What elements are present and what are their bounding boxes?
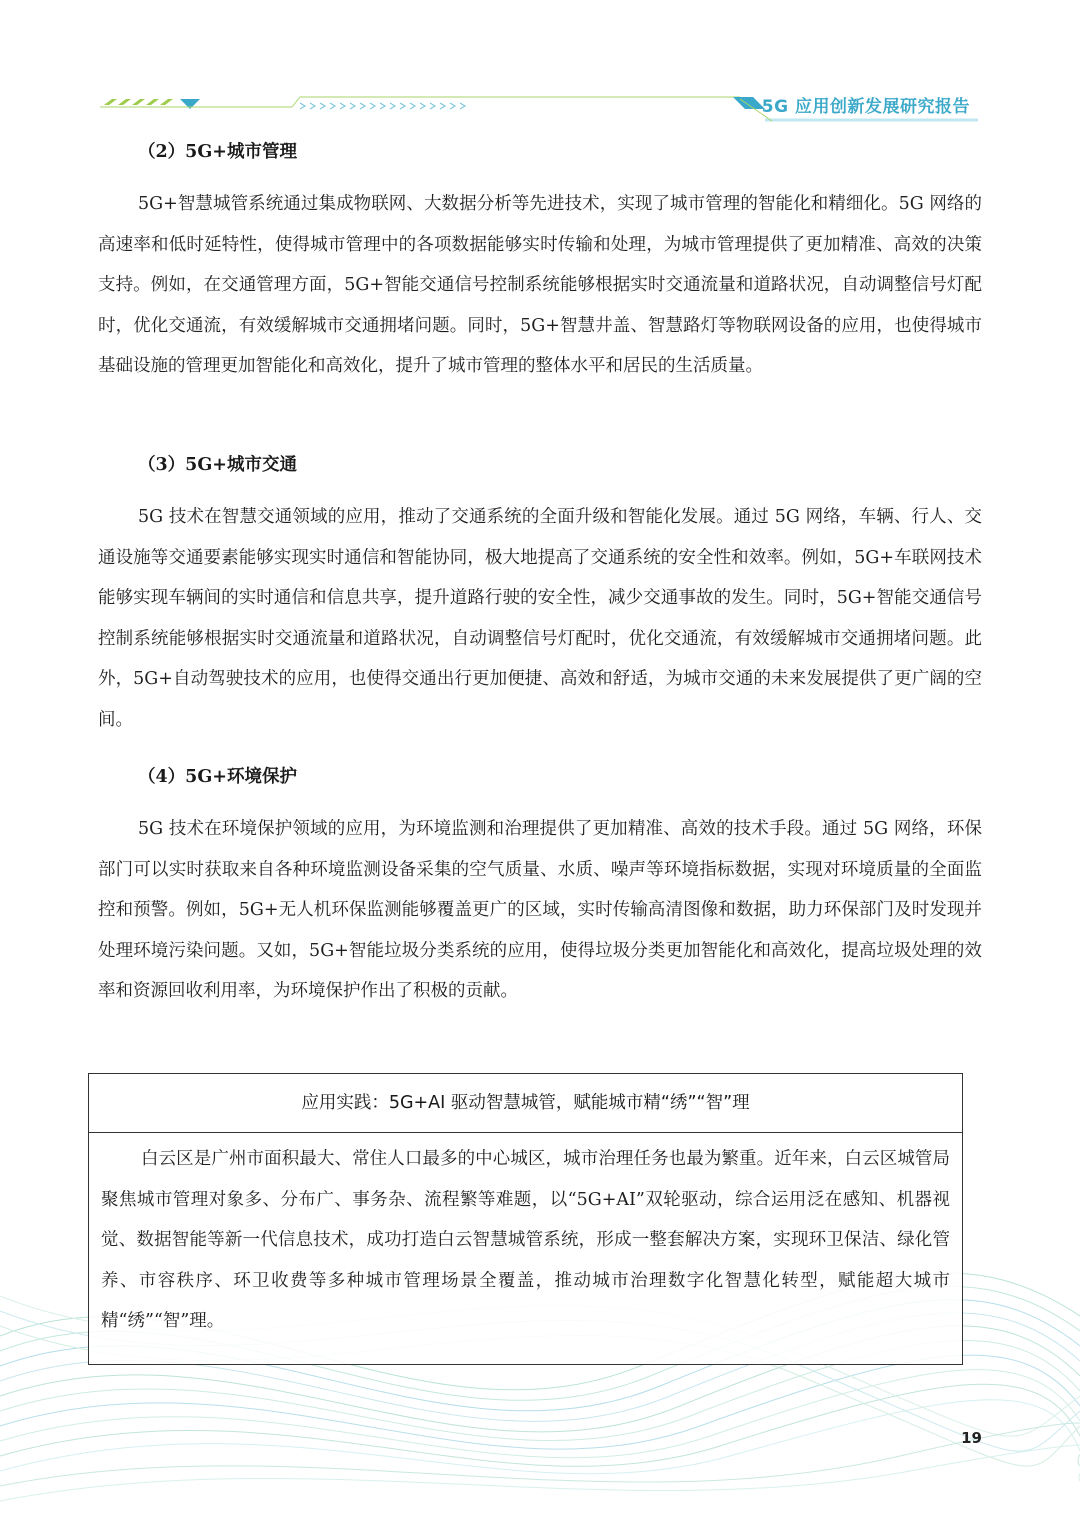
section-paragraph-city-management: 5G+智慧城管系统通过集成物联网、大数据分析等先进技术，实现了城市管理的智能化和精细化。5G 网络的高速率和低时延特性，使得城市管理中的各项数据能够实时传输和处理，为城市管理提供了更加精准、高效的决策支持。例如，在交通管理方面，5G+智能交通信号控制系统能够根据实时交通流量和道路状况，自动调整信号灯配时，优化交通流，有效缓解城市交通拥堵问题。同时，5G+智慧井盖、智慧路灯等物联网设备的应用，也使得城市基础设施的管理更加智能化和高效化，提升了城市管理的整体水平和居民的生活质量。	[98, 194, 982, 376]
case-study-box	[88, 1073, 963, 1365]
case-study-title: 应用实践：5G+AI 驱动智慧城管，赋能城市精“绣”“智”理	[89, 1074, 962, 1133]
section-heading-environment: （4）5G+环境保护	[138, 767, 297, 787]
page-number: 19	[961, 1429, 982, 1447]
section-paragraph-environment: 5G 技术在环境保护领域的应用，为环境监测和治理提供了更加精准、高效的技术手段。通过 5G 网络，环保部门可以实时获取来自各种环境监测设备采集的空气质量、水质、噪声等环境指标数据，实现对环境质量的全面监控和预警。例如，5G+无人机环保监测能够覆盖更广的区域，实时传输高清图像和数据，助力环保部门及时发现并处理环境污染问题。又如，5G+智能垃圾分类系统的应用，使得垃圾分类更加智能化和高效化，提高垃圾处理的效率和资源回收利用率，为环境保护作出了积极的贡献。	[98, 819, 982, 1001]
report-title: 5G 应用创新发展研究报告	[761, 97, 970, 117]
section-paragraph-city-transport: 5G 技术在智慧交通领域的应用，推动了交通系统的全面升级和智能化发展。通过 5G 网络，车辆、行人、交通设施等交通要素能够实现实时通信和智能协同，极大地提高了交通系统的安全性和效率。例如，5G+车联网技术能够实现车辆间的实时通信和信息共享，提升道路行驶的安全性，减少交通事故的发生。同时，5G+智能交通信号控制系统能够根据实时交通流量和道路状况，自动调整信号灯配时，优化交通流，有效缓解城市交通拥堵问题。此外，5G+自动驾驶技术的应用，也使得交通出行更加便捷、高效和舒适，为城市交通的未来发展提供了更广阔的空间。	[98, 507, 982, 730]
section-heading-city-management: （2）5G+城市管理	[138, 142, 297, 162]
case-study-body: 白云区是广州市面积最大、常住人口最多的中心城区，城市治理任务也最为繁重。近年来，白云区城管局聚焦城市管理对象多、分布广、事务杂、流程繁等难题，以“5G+AI”双轮驱动，综合运用泛在感知、机器视觉、数据智能等新一代信息技术，成功打造白云智慧城管系统，形成一整套解决方案，实现环卫保洁、绿化管养、市容秩序、环卫收费等多种城市管理场景全覆盖，推动城市治理数字化智慧化转型，赋能超大城市精“绣”“智”理。	[101, 1149, 950, 1331]
section-heading-city-transport: （3）5G+城市交通	[138, 455, 297, 475]
